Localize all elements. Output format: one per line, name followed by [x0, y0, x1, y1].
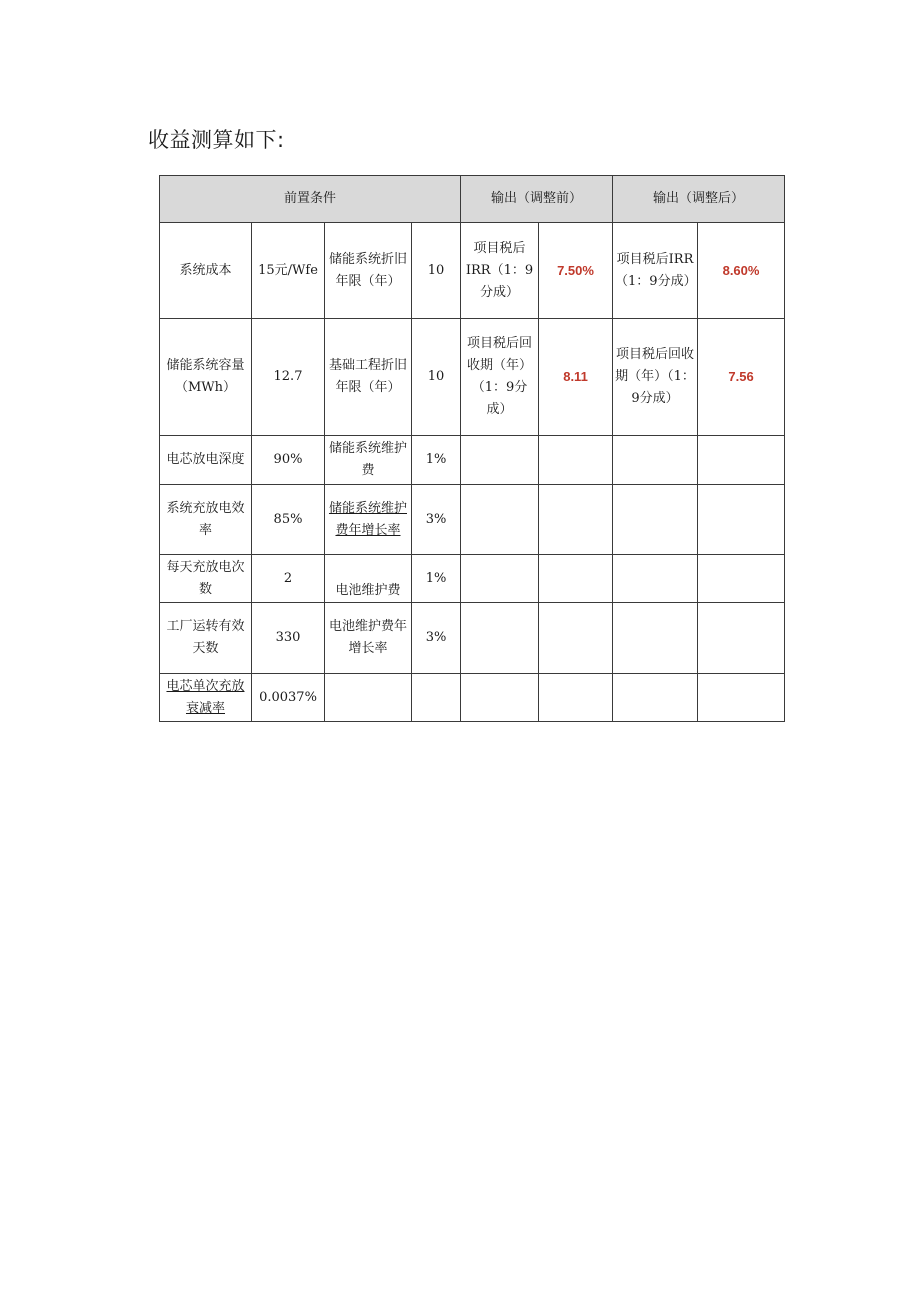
param-label: 电池维护费年增长率: [325, 603, 412, 674]
table-row: [160, 223, 785, 319]
param-label: 电芯单次充放衰减率: [160, 674, 252, 722]
table-row: [160, 555, 785, 603]
param-label: 储能系统容量（MWh）: [160, 319, 252, 436]
param-value: 85%: [252, 485, 325, 555]
output-label: 项目税后回收期（年）（1：9分成）: [461, 319, 539, 436]
param-label: 储能系统维护费年增长率: [325, 485, 412, 555]
output-label: 项目税后IRR（1：9分成）: [461, 223, 539, 319]
header-output-before: 输出（调整前）: [461, 176, 613, 223]
param-label: 系统充放电效率: [160, 485, 252, 555]
param-value: 10: [412, 223, 461, 319]
header-preconditions: 前置条件: [160, 176, 461, 223]
param-value: 15元/Wfe: [252, 223, 325, 319]
page-heading: 收益测算如下:: [148, 128, 285, 152]
table-row: [160, 603, 785, 674]
output-value-highlight: 8.11: [539, 319, 613, 436]
param-label: 电池维护费: [325, 555, 412, 603]
output-value-highlight: 8.60%: [698, 223, 785, 319]
empty-cell: [461, 485, 539, 555]
param-label: 每天充放电次数: [160, 555, 252, 603]
param-value: 1%: [412, 555, 461, 603]
output-value-highlight: 7.50%: [539, 223, 613, 319]
empty-cell: [613, 555, 698, 603]
empty-cell: [613, 674, 698, 722]
param-label: [325, 674, 412, 722]
table-header-row: [160, 176, 785, 223]
param-value: 330: [252, 603, 325, 674]
empty-cell: [613, 603, 698, 674]
empty-cell: [539, 603, 613, 674]
empty-cell: [613, 436, 698, 485]
param-value: 3%: [412, 603, 461, 674]
table-row: [160, 436, 785, 485]
empty-cell: [539, 436, 613, 485]
output-label: 项目税后IRR（1：9分成）: [613, 223, 698, 319]
param-label: 基础工程折旧年限（年）: [325, 319, 412, 436]
empty-cell: [539, 674, 613, 722]
param-value: 2: [252, 555, 325, 603]
empty-cell: [613, 485, 698, 555]
empty-cell: [461, 436, 539, 485]
output-value-highlight: 7.56: [698, 319, 785, 436]
empty-cell: [698, 436, 785, 485]
param-label: 电芯放电深度: [160, 436, 252, 485]
header-output-after: 输出（调整后）: [613, 176, 785, 223]
empty-cell: [461, 674, 539, 722]
output-label: 项目税后回收期（年）（1：9分成）: [613, 319, 698, 436]
calculation-table: [159, 175, 785, 722]
param-value: 3%: [412, 485, 461, 555]
param-value: 0.0037%: [252, 674, 325, 722]
table-row: [160, 674, 785, 722]
param-value: 1%: [412, 436, 461, 485]
empty-cell: [698, 555, 785, 603]
param-label: 储能系统维护费: [325, 436, 412, 485]
empty-cell: [698, 603, 785, 674]
empty-cell: [698, 674, 785, 722]
param-value: 12.7: [252, 319, 325, 436]
empty-cell: [461, 603, 539, 674]
empty-cell: [539, 555, 613, 603]
param-label: 系统成本: [160, 223, 252, 319]
empty-cell: [539, 485, 613, 555]
param-value: 10: [412, 319, 461, 436]
param-value: 90%: [252, 436, 325, 485]
param-label: 储能系统折旧年限（年）: [325, 223, 412, 319]
param-label: 工厂运转有效天数: [160, 603, 252, 674]
param-value: [412, 674, 461, 722]
table-row: [160, 319, 785, 436]
table-row: [160, 485, 785, 555]
empty-cell: [698, 485, 785, 555]
empty-cell: [461, 555, 539, 603]
